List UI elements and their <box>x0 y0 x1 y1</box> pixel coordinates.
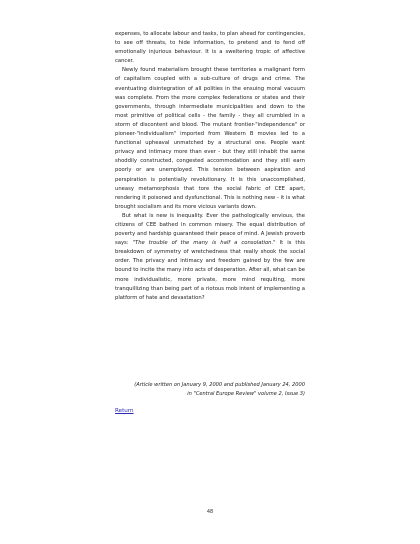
paragraph: expenses, to allocate labour and tasks, to plan ahead for contingencies, to see off threats, to hide information, to pretend and to fend off emotionally injurious behaviour. It is a sweltering tropic of affective cancer. <box>115 31 305 65</box>
article-body <box>115 30 305 303</box>
paragraph-text: But what is new is inequality. Ever the pathologically envious, the citizens of CEE bathed in common misery. The equal distribution of poverty and hardship guaranteed their peace of mind. A Jewish proverb says: <box>115 212 305 247</box>
paragraph <box>115 212 305 303</box>
publication-note-line: (Article written on January 9, 2000 and published January 24, 2000 <box>134 382 305 388</box>
page-number: 48 <box>206 509 214 515</box>
paragraph: Newly found materialism brought these territories a malignant form of capitalism coupled with a sub-culture of drugs and crime. The eventuating disintegration of all polities in the ensuing moral vacuum was complete. From the more complex federations or states and their governments, through intermediate municipalities and down to the most primitive of political cells - the family - they all crumbled in a storm of discontent and blood. The mutant frontier-"independence" or pioneer-"individualism" imported from Western B movies led to a functional upheaval unmatched by a structural one. People want privacy and intimacy more than ever - but they still inhabit the same shoddily constructed, congested accommodation and they still earn poorly or are unemployed. This tension between aspiration and perspiration is potentially revolutionary. It is this unaccomplished, uneasy metamorphosis that tore the social fabric of CEE apart, rendering it poisoned and dysfunctional. This is nothing new - it is what brought socialism and its more vicious variants down. <box>115 67 305 210</box>
proverb-quote: "The trouble of the many is half a consolation." <box>132 240 276 247</box>
publication-note <box>115 381 305 398</box>
paragraph-text: It is this breakdown of symmetry of wretchedness that really shook the social order. The privacy and intimacy and freedom gained by the few are bound to incite the many into acts of desperation. After all, what can be more individualistic, more private, more mind requiting, more tranquillizing than being part of a riotous mob intent of implementing a platform of hate and devastation? <box>115 240 306 301</box>
publication-note-line: in "Central Europe Review" volume 2, Issue 3) <box>187 390 305 397</box>
return-link[interactable]: Return <box>115 408 134 414</box>
